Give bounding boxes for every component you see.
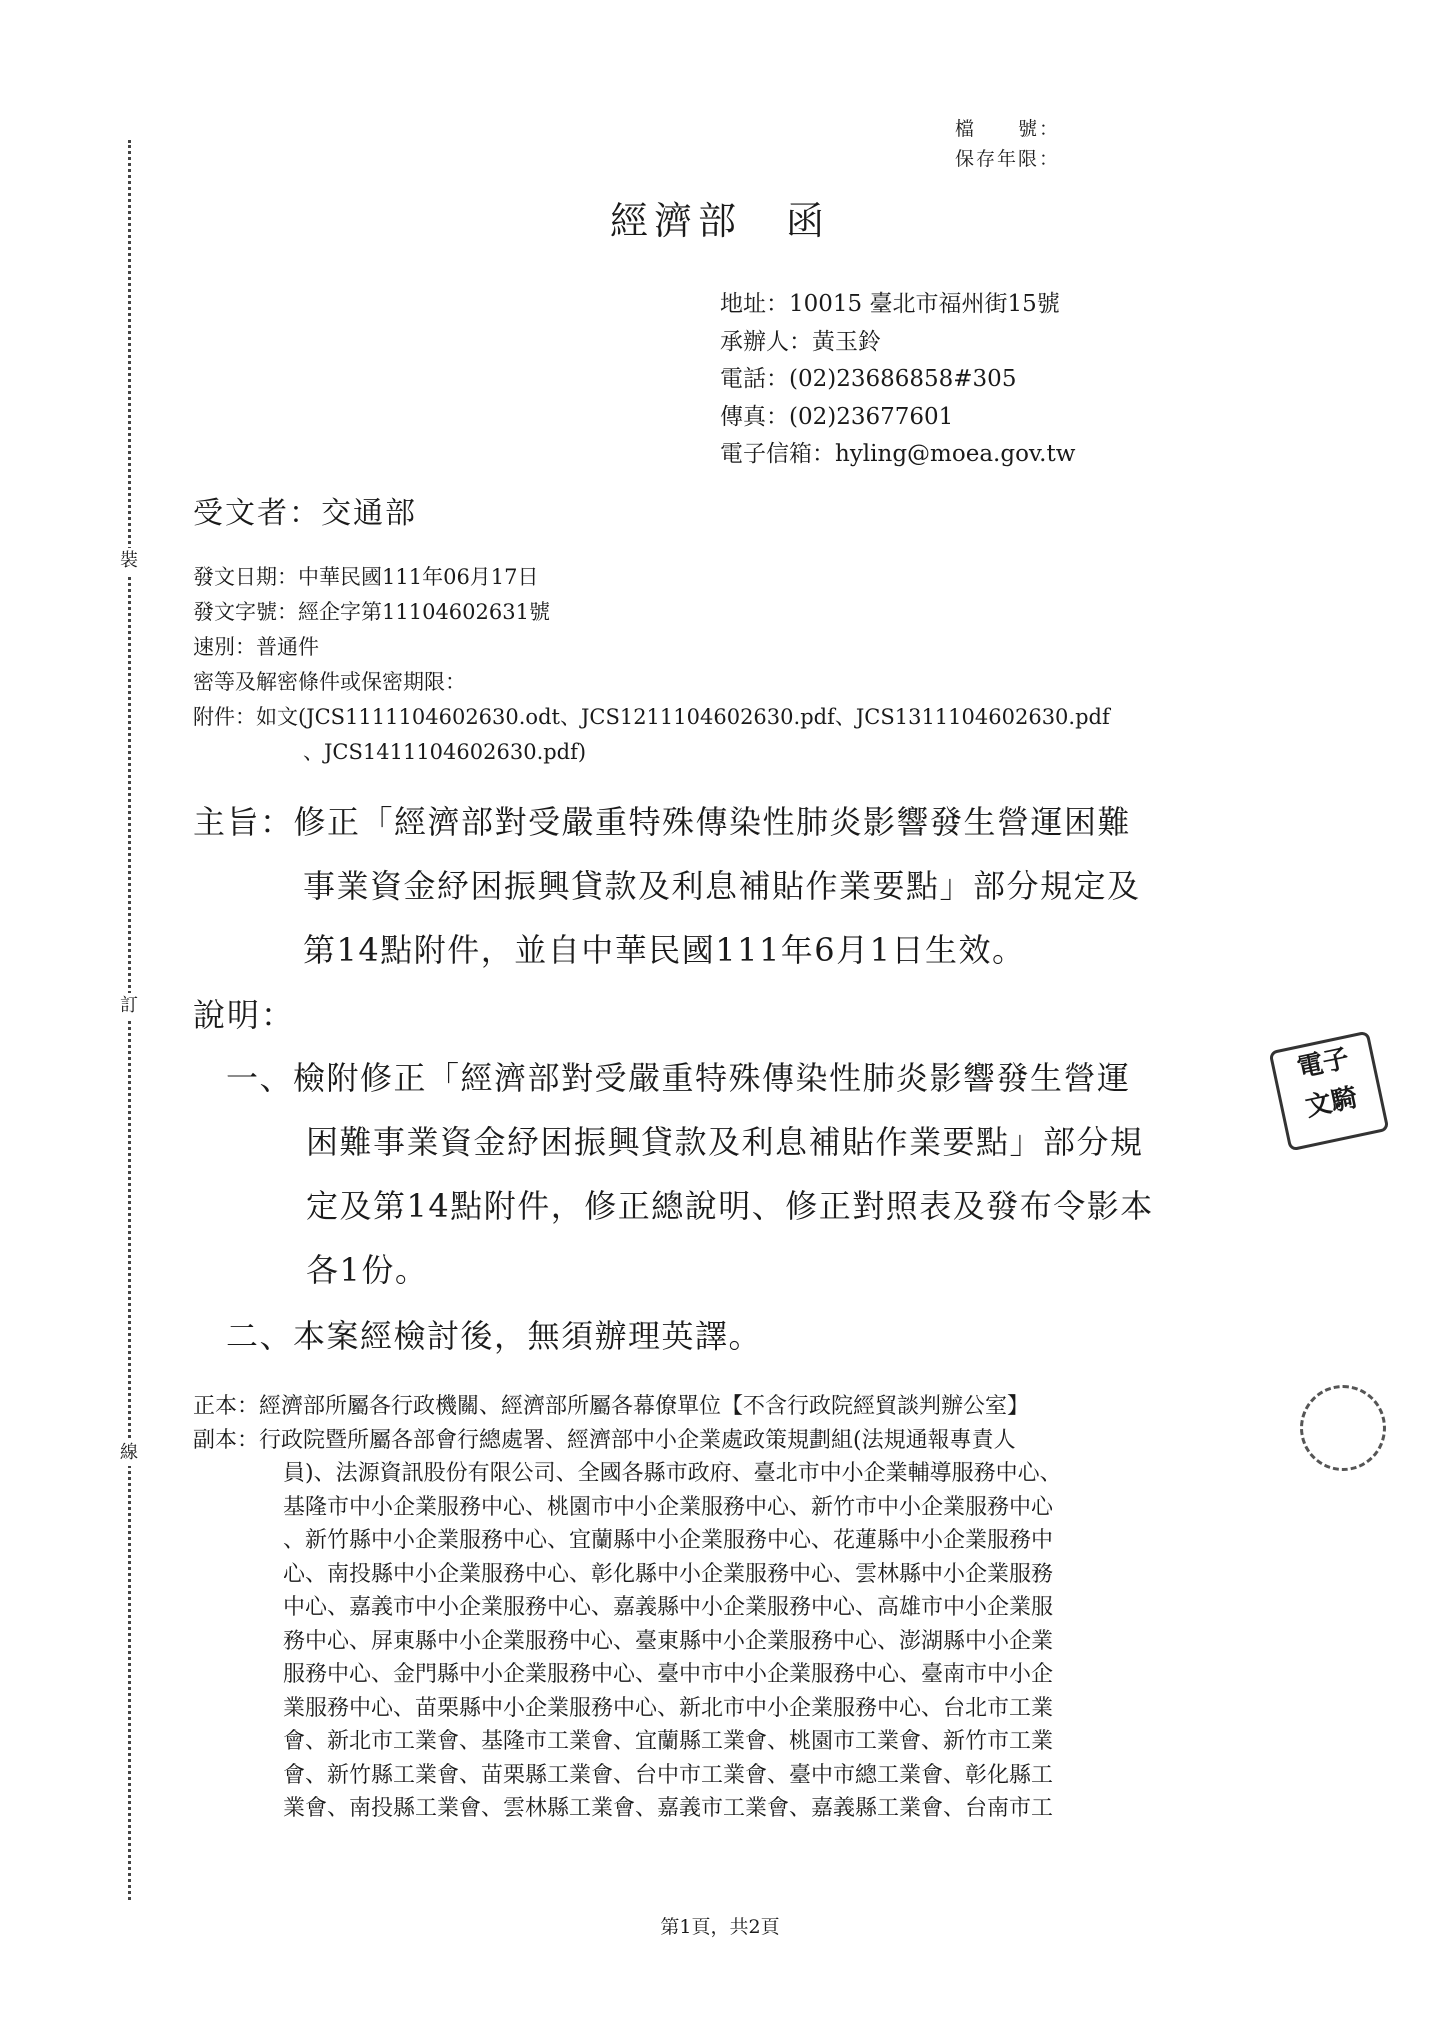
binding-line — [128, 140, 131, 1900]
binding-mark-zhuang: 裝 — [116, 548, 142, 574]
file-number-label: 檔 號： — [955, 118, 1061, 140]
distribution-list — [193, 1390, 1273, 1826]
cc-line: 中心、嘉義市中小企業服務中心、嘉義縣中小企業服務中心、高雄市中小企業服 — [283, 1595, 1054, 1620]
seal-mark — [1300, 1385, 1386, 1471]
speed-class: 速別：普通件 — [193, 635, 319, 659]
item-line: 困難事業資金紓困振興貸款及利息補貼作業要點」部分規 — [306, 1123, 1144, 1161]
cc-line: 服務中心、金門縣中小企業服務中心、臺中市中小企業服務中心、臺南市中小企 — [283, 1662, 1054, 1687]
cc-line: 會、新竹縣工業會、苗栗縣工業會、台中市工業會、臺中市總工業會、彰化縣工 — [283, 1762, 1054, 1788]
secrecy-level: 密等及解密條件或保密期限： — [193, 670, 466, 694]
recipient: 受文者：交通部 — [193, 496, 417, 531]
cc-line: 副本：行政院暨所屬各部會行總處署、經濟部中小企業處政策規劃組(法規通報專責人 — [193, 1427, 1016, 1453]
attachments-continued: 、JCS1411104602630.pdf) — [303, 740, 587, 764]
explanation-item-2: 二、本案經檢討後，無須辦理英譯。 — [226, 1317, 763, 1355]
subject — [193, 790, 1243, 982]
document-number: 發文字號：經企字第11104602631號 — [193, 600, 550, 624]
cc-line: 業服務中心、苗栗縣中小企業服務中心、新北市中小企業服務中心、台北市工業 — [283, 1695, 1054, 1721]
original-recipients: 正本：經濟部所屬各行政機關、經濟部所屬各幕僚單位【不含行政院經貿談判辦公室】 — [193, 1394, 1030, 1419]
fax: 傳真：(02)23677601 — [720, 403, 954, 430]
attachments: 附件：如文(JCS1111104602630.odt、JCS1211104602630.pdf、JCS1311104602630.pdf — [193, 705, 1110, 729]
binding-mark-xian: 線 — [116, 1440, 142, 1466]
electronic-dispatch-stamp — [1269, 1031, 1390, 1152]
binding-mark-ding: 訂 — [116, 993, 142, 1019]
item-line: 定及第14點附件，修正總說明、修正對照表及發布令影本 — [306, 1187, 1154, 1225]
phone: 電話：(02)23686858#305 — [720, 366, 1017, 392]
explanation-label: 說明： — [193, 996, 296, 1034]
cc-line: 會、新北市工業會、基隆市工業會、宜蘭縣工業會、桃園市工業會、新竹市工業 — [283, 1729, 1054, 1754]
issue-meta — [193, 560, 1110, 770]
email: 電子信箱：hyling@moea.gov.tw — [720, 441, 1076, 467]
stamp-text: 文騎 — [1302, 1082, 1361, 1123]
handler: 承辦人：黃玉鈴 — [720, 328, 881, 355]
subject-line: 主旨：修正「經濟部對受嚴重特殊傳染性肺炎影響發生營運困難 — [193, 803, 1132, 841]
subject-line: 事業資金紓困振興貸款及利息補貼作業要點」部分規定及 — [303, 867, 1141, 905]
cc-line: 員)、法源資訊股份有限公司、全國各縣市政府、臺北市中小企業輔導服務中心、 — [283, 1461, 1062, 1486]
item-line: 各1份。 — [306, 1251, 429, 1289]
cc-line: 、新竹縣中小企業服務中心、宜蘭縣中小企業服務中心、花蓮縣中小企業服務中 — [283, 1528, 1054, 1553]
item-line: 一、檢附修正「經濟部對受嚴重特殊傳染性肺炎影響發生營運 — [226, 1059, 1131, 1097]
stamp-text: 電子 — [1294, 1043, 1352, 1084]
contact-block — [720, 286, 1075, 474]
cc-line: 基隆市中小企業服務中心、桃園市中小企業服務中心、新竹市中小企業服務中心 — [283, 1494, 1054, 1520]
cc-line: 務中心、屏東縣中小企業服務中心、臺東縣中小企業服務中心、澎湖縣中小企業 — [283, 1628, 1054, 1654]
document-title: 經濟部 函 — [609, 199, 830, 243]
cc-line: 心、南投縣中小企業服務中心、彰化縣中小企業服務中心、雲林縣中小企業服務 — [283, 1561, 1054, 1587]
cc-line: 業會、南投縣工業會、雲林縣工業會、嘉義市工業會、嘉義縣工業會、台南市工 — [283, 1796, 1054, 1821]
subject-line: 第14點附件，並自中華民國111年6月1日生效。 — [303, 931, 1026, 969]
address: 地址：10015 臺北市福州街15號 — [720, 291, 1060, 317]
retention-period-label: 保存年限： — [955, 148, 1061, 170]
page-number: 第1頁，共2頁 — [660, 1916, 780, 1938]
issue-date: 發文日期：中華民國111年06月17日 — [193, 565, 539, 589]
file-meta — [955, 114, 1060, 174]
explanation-item-1 — [226, 1046, 1154, 1302]
